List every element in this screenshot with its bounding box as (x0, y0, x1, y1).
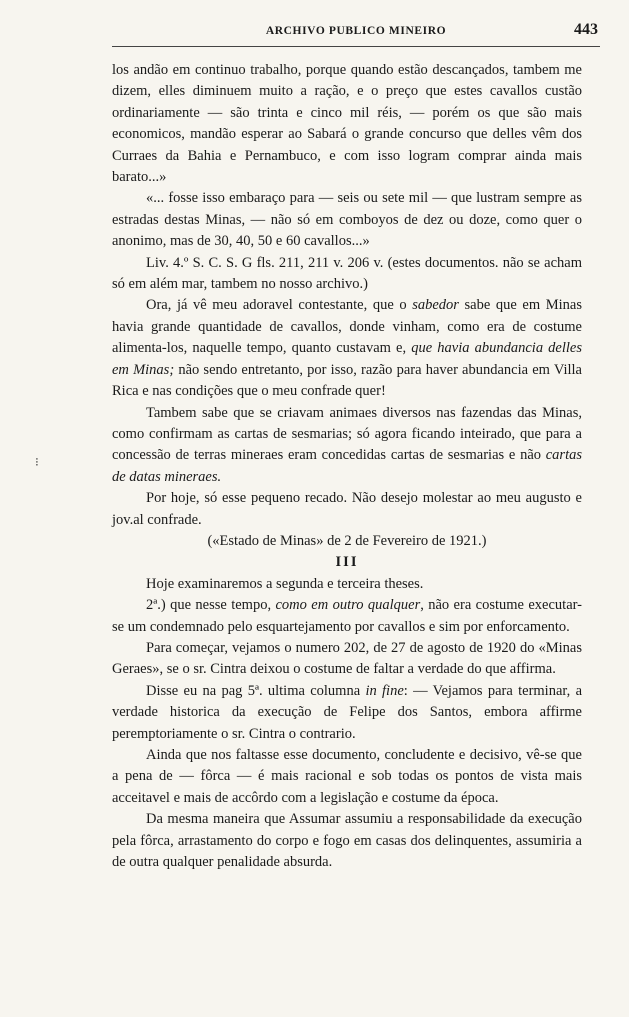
margin-mark: ⁝ (35, 455, 39, 469)
citation: Liv. 4.º S. C. S. G fls. 211, 211 v. 206 v. (estes documentos. não se acham só em além mar, tambem no nosso archivo.) (112, 254, 582, 293)
paragraph: Para começar, vejamos o numero 202, de 27 de agosto de 1920 do «Minas Geraes», se o sr. Cintra deixou o costume de faltar a verdade do que affirma. (112, 639, 582, 678)
paragraph: Tambem sabe que se criavam animaes diversos nas fazendas das Minas, como confirmam as cartas de sesmarias; só agora ficando inteirado, que para a concessão de terras mineraes eram concedidas cartas de sesmarias e não cartas de datas mineraes. (112, 404, 582, 485)
paragraph: Disse eu na pag 5ª. ultima columna in fine: — Vejamos para terminar, a verdade historica da execução de Felipe dos Santos, embora affirme peremptoriamente o sr. Cintra o contrario. (112, 682, 583, 742)
running-header (112, 20, 600, 47)
header-title: ARCHIVO PUBLICO MINEIRO (265, 25, 447, 37)
paragraph: Por hoje, só esse pequeno recado. Não desejo molestar ao meu augusto e jov.al confrade. (112, 490, 582, 528)
page-number: 443 (574, 21, 598, 38)
page-body (112, 60, 582, 873)
dateline: («Estado de Minas» de 2 de Fevereiro de 1921.) (207, 532, 487, 549)
paragraph: Ora, já vê meu adoravel contestante, que o sabedor sabe que em Minas havia grande quantidade de cavallos, donde vinham, como era de costume alimenta-los, naquelle tempo, quanto custavam e, que havia abundancia delles em Minas; não sendo entretanto, por isso, razão para haver abundancia em Villa Rica e nas condições que o meu confrade quer! (112, 297, 583, 400)
section-heading: III (335, 554, 359, 571)
paragraph: 2ª.) que nesse tempo, como em outro qualquer, não era costume executar-se um condemnado pelo esquartejamento por cavallos e sim por enforcamento. (112, 597, 582, 635)
paragraph: «... fosse isso embaraço para — seis ou sete mil — que lustram sempre as estradas destas Minas, — não só em comboyos de dez ou doze, como quer o anonimo, mas de 30, 40, 50 e 60 cavallos...» (112, 190, 582, 250)
paragraph: Da mesma maneira que Assumar assumiu a responsabilidade da execução pela fôrca, arrastamento do corpo e fogo em casas dos delinquentes, assumiria a de outra qualquer penalidade absurda. (112, 811, 582, 871)
paragraph: los andão em continuo trabalho, porque quando estão descançados, tambem me dizem, elles diminuem muito a ração, e o preço que estes cavallos custão ordinariamente — são trinta e cinco mil réis, — porém os que são mais economicos, mandão esperar ao Sabará o grande concurso que delles vêm dos Curraes da Bahia e Pernambuco, e com isso logram comprar ainda mais barato...» (112, 62, 582, 186)
paragraph: Ainda que nos faltasse esse documento, concludente e decisivo, vê-se que a pena de — fôrca — é mais racional e sob todas os pontos de vista mais acceitavel e mais de accôrdo com a legislação e costume da época. (112, 747, 582, 806)
paragraph: Hoje examinaremos a segunda e terceira theses. (146, 575, 424, 592)
